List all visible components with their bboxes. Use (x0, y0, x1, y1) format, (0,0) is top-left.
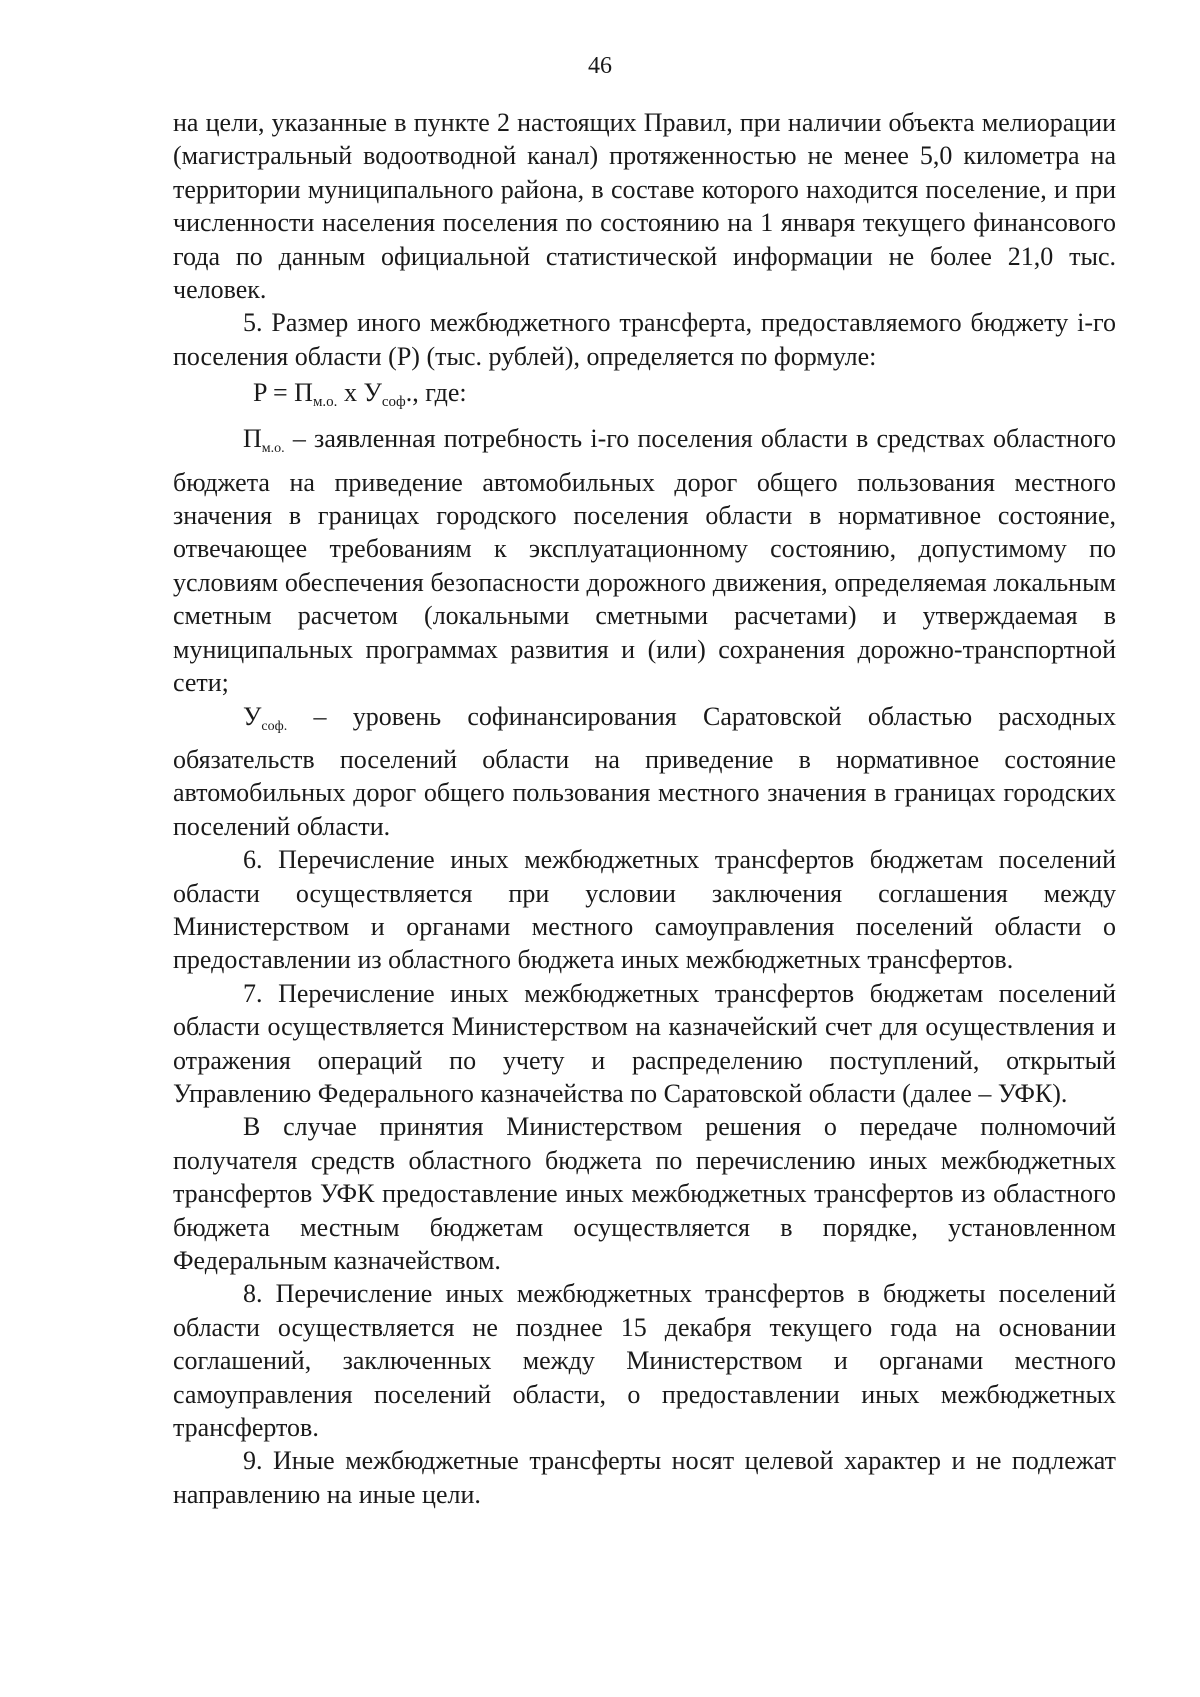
paragraph-6: 6. Перечисление иных межбюджетных трансфертов бюджетам поселений области осуществляется при условии заключения соглашения между Министерством и органами местного самоуправления поселений области о предоставлении из областного бюджета иных межбюджетных трансфертов. (173, 845, 1116, 975)
definition-usof-sub: соф. (261, 718, 288, 734)
paragraph-7-continued: В случае принятия Министерством решения о передаче полномочий получателя средств областного бюджета по перечислению иных межбюджетных трансфертов УФК предоставление иных межбюджетных трансфертов из областного бюджета местным бюджетам осуществляется в порядке, установленном Федеральным казначейством. (173, 1112, 1116, 1275)
definition-usof-symbol: У (243, 701, 262, 731)
paragraph-continuation: на цели, указанные в пункте 2 настоящих Правил, при наличии объекта мелиорации (магистральный водоотводной канал) протяженностью не менее 5,0 километра на территории муниципального района, в составе которого находится поселение, и при численности населения поселения по состоянию на 1 января текущего финансового года по данным официальной статистической информации не более 21,0 тыс. человек. (173, 108, 1116, 305)
formula-tail: ., где: (405, 378, 467, 408)
formula-lhs: P = П (253, 378, 313, 408)
definition-pmo-text: – заявленная потребность i-го поселения области в средствах областного бюджета на приведение автомобильных дорог общего пользования местного значения в границах городского поселения области в нормативное состояние, отвечающее требованиям к эксплуатационному состоянию, допустимому по условиям обеспечения безопасности дорожного движения, определяемая локальным сметным расчетом (локальными сметными расчетами) и утверждаемая в муниципальных программах развития и (или) сохранения дорожно-транспортной сети; (173, 424, 1116, 698)
document-body (173, 106, 1116, 1511)
formula-sub-sof: соф (381, 394, 406, 411)
definition-pmo-symbol: П (243, 424, 262, 454)
paragraph-7: 7. Перечисление иных межбюджетных трансфертов бюджетам поселений области осуществляется Министерством на казначейский счет для осуществления и отражения операций по учету и распределению поступлений, открытый Управлению Федерального казначейства по Саратовской области (далее – УФК). (173, 978, 1116, 1108)
paragraph-9: 9. Иные межбюджетные трансферты носят целевой характер и не подлежат направлению на иные цели. (173, 1446, 1116, 1509)
definition-pmo (173, 422, 1116, 699)
paragraph-8: 8. Перечисление иных межбюджетных трансфертов в бюджеты поселений области осуществляется не позднее 15 декабря текущего года на основании соглашений, заключенных между Министерством и органами местного самоуправления поселений области, о предоставлении иных межбюджетных трансфертов. (173, 1279, 1116, 1443)
paragraph-5: 5. Размер иного межбюджетного трансферта, предоставляемого бюджету i-го поселения области (P) (тыс. рублей), определяется по формуле: (173, 308, 1116, 371)
definition-pmo-sub: м.о. (261, 441, 285, 457)
definition-usof (173, 700, 1116, 844)
page-number: 46 (588, 53, 612, 79)
definition-usof-text: – уровень софинансирования Саратовской областью расходных обязательств поселений области на приведение в нормативное состояние автомобильных дорог общего пользования местного значения в границах городских поселений области. (173, 701, 1116, 841)
formula (173, 373, 1116, 422)
formula-mid: х У (337, 378, 382, 408)
formula-sub-mo: м.о. (312, 394, 338, 411)
